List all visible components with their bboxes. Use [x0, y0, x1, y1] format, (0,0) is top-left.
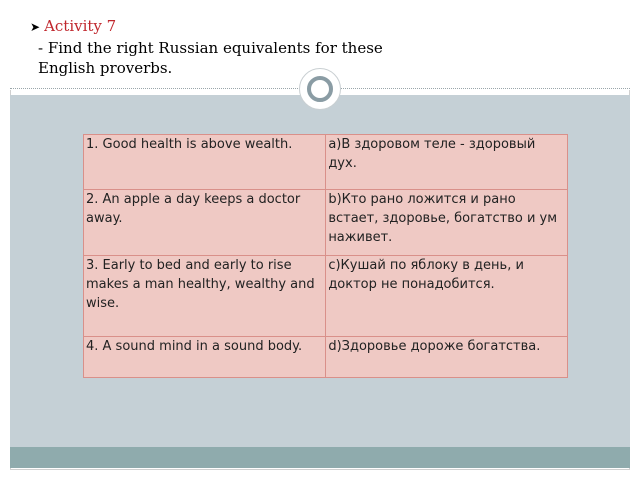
russian-proverb-cell: a)В здоровом теле - здоровый дух. — [326, 135, 568, 190]
english-proverb-cell: 4. A sound mind in a sound body. — [84, 337, 326, 378]
table-row — [84, 135, 568, 190]
instruction-text: - Find the right Russian equivalents for these English proverbs. — [38, 39, 383, 77]
table-row — [84, 190, 568, 256]
circle-ornament-icon — [299, 68, 341, 110]
english-proverb-cell: 2. An apple a day keeps a doctor away. — [84, 190, 326, 256]
russian-proverb-cell: b)Кто рано ложится и рано встает, здоровье, богатство и ум наживет. — [326, 190, 568, 256]
russian-proverb-cell: d)Здоровье дороже богатства. — [326, 337, 568, 378]
proverbs-table — [83, 134, 568, 378]
russian-proverb-cell: c)Кушай по яблоку в день, и доктор не понадобится. — [326, 256, 568, 337]
activity-title — [30, 17, 116, 35]
activity-label: Activity 7 — [44, 17, 117, 35]
english-proverb-cell: 1. Good health is above wealth. — [84, 135, 326, 190]
english-proverb-cell: 3. Early to bed and early to rise makes a man healthy, wealthy and wise. — [84, 256, 326, 337]
table-row — [84, 256, 568, 337]
arrow-bullet-icon: ➤ — [30, 20, 41, 34]
table-row — [84, 337, 568, 378]
footer-bar — [10, 447, 630, 468]
